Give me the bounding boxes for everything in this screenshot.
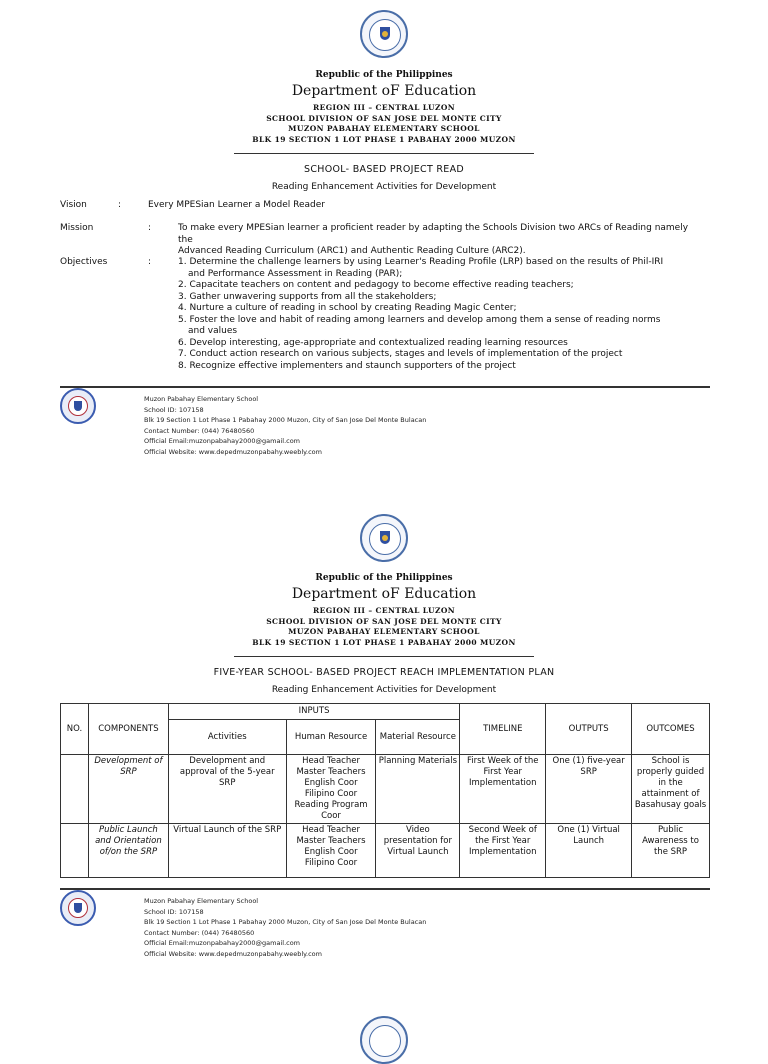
header-timeline: TIMELINE [460, 704, 546, 755]
region-line: REGION III – CENTRAL LUZON [312, 103, 456, 112]
school-seal-logo [60, 890, 96, 926]
header-outputs: OUTPUTS [546, 704, 632, 755]
cell-material-resource: Video presentation for Virtual Launch [376, 824, 460, 878]
school-line: MUZON PABAHAY ELEMENTARY SCHOOL [288, 627, 480, 636]
header-human-resource: Human Resource [286, 720, 376, 755]
footer-contact-number: Contact Number: (044) 76480560 [144, 426, 255, 435]
objective-item: 3. Gather unwavering supports from all the stakeholders; [178, 291, 437, 302]
footer-website: Official Website: www.depedmuzonpabahy.weebly.com [144, 949, 322, 958]
division-line: SCHOOL DIVISION OF SAN JOSE DEL MONTE CITY [266, 113, 502, 123]
address-line: BLK 19 SECTION 1 LOT PHASE 1 PABAHAY 2000 MUZON [252, 637, 516, 647]
page-subtitle: Reading Enhancement Activities for Development [271, 182, 497, 192]
cell-timeline: Second Week of the First Year Implementation [460, 824, 546, 878]
vision-text: Every MPESian Learner a Model Reader [148, 200, 325, 210]
mission-text [178, 223, 698, 258]
header-components: COMPONENTS [88, 704, 168, 755]
mission-label: Mission [60, 223, 94, 233]
address-line: BLK 19 SECTION 1 LOT PHASE 1 PABAHAY 2000 MUZON [252, 134, 516, 144]
division-line: SCHOOL DIVISION OF SAN JOSE DEL MONTE CITY [266, 616, 502, 626]
objective-item: 1. Determine the challenge learners by using Learner's Reading Profile (LRP) based on the results of Phil-IRI and Performance Assessment in Reading (PAR); [178, 257, 664, 279]
footer-divider [60, 386, 710, 388]
header-divider [234, 153, 534, 154]
cell-outputs: One (1) five-year SRP [546, 755, 632, 824]
cell-component: Development of SRP [88, 755, 168, 824]
header-material-resource: Material Resource [376, 720, 460, 755]
footer-contact [144, 896, 426, 960]
footer-school-name: Muzon Pabahay Elementary School [144, 395, 259, 403]
footer-address: Blk 19 Section 1 Lot Phase 1 Pabahay 2000 Muzon, City of San Jose Del Monte Bulacan [144, 416, 427, 425]
cell-component: Public Launch and Orientation of/on the SRP [88, 824, 168, 878]
cell-human-resource: Head Teacher Master Teachers English Coor Filipino Coor Reading Program Coor [286, 755, 376, 824]
deped-seal-logo [360, 1016, 408, 1064]
header-divider [234, 656, 534, 657]
objectives-list [178, 257, 678, 372]
department-title: Department oF Education [291, 83, 477, 99]
objective-item: 5. Foster the love and habit of reading among learners and develop among them a sense of reading norms and values [178, 314, 661, 336]
plan-subtitle: Reading Enhancement Activities for Development [271, 685, 497, 695]
page-title: SCHOOL- BASED PROJECT READ [303, 164, 464, 175]
cell-activities: Development and approval of the 5-year SRP [168, 755, 286, 824]
cell-outputs: One (1) Virtual Launch [546, 824, 632, 878]
footer-school-id: School ID: 107158 [144, 405, 204, 414]
region-block [0, 103, 768, 145]
footer-email: Official Email:muzonpabahay2000@gamail.com [144, 939, 301, 948]
table-header-row [61, 704, 710, 720]
republic-line: Republic of the Philippines [315, 573, 453, 583]
mission-colon: : [148, 223, 152, 233]
cell-timeline: First Week of the First Year Implementation [460, 755, 546, 824]
objectives-colon: : [148, 257, 152, 267]
header-no: NO. [61, 704, 89, 755]
footer-divider [60, 888, 710, 890]
objective-item: 7. Conduct action research on various subjects, stages and levels of implementation of the project [178, 349, 623, 359]
objectives-label: Objectives [60, 257, 108, 267]
cell-outcomes: Public Awareness to the SRP [632, 824, 710, 878]
school-line: MUZON PABAHAY ELEMENTARY SCHOOL [288, 124, 480, 133]
region-line: REGION III – CENTRAL LUZON [312, 606, 456, 615]
table-row [61, 824, 710, 878]
footer-website: Official Website: www.depedmuzonpabahy.weebly.com [144, 447, 322, 456]
school-seal-logo [60, 388, 96, 424]
deped-seal-logo [360, 514, 408, 562]
deped-seal-logo [360, 10, 408, 58]
vision-label: Vision [60, 200, 87, 210]
cell-outcomes: School is properly guided in the attainment of Basahusay goals [632, 755, 710, 824]
footer-school-name: Muzon Pabahay Elementary School [144, 897, 259, 905]
cell-no [61, 824, 89, 878]
republic-line: Republic of the Philippines [315, 70, 453, 80]
footer-school-id: School ID: 107158 [144, 907, 204, 916]
header-inputs: INPUTS [168, 704, 459, 720]
cell-human-resource: Head Teacher Master Teachers English Coor Filipino Coor [286, 824, 376, 878]
table-row [61, 755, 710, 824]
mission-line-2: Advanced Reading Curriculum (ARC1) and Authentic Reading Culture (ARC2). [178, 246, 526, 256]
region-block [0, 606, 768, 648]
objective-item: 2. Capacitate teachers on content and pedagogy to become effective reading teachers; [178, 280, 574, 290]
footer-contact [144, 394, 426, 458]
plan-title: FIVE-YEAR SCHOOL- BASED PROJECT REACH IMPLEMENTATION PLAN [213, 667, 555, 678]
cell-activities: Virtual Launch of the SRP [168, 824, 286, 878]
objective-item: 4. Nurture a culture of reading in school by creating Reading Magic Center; [178, 303, 517, 313]
department-title: Department oF Education [291, 586, 477, 602]
footer-email: Official Email:muzonpabahay2000@gamail.com [144, 437, 301, 446]
footer-contact-number: Contact Number: (044) 76480560 [144, 928, 255, 937]
objective-item: 8. Recognize effective implementers and staunch supporters of the project [178, 360, 516, 371]
vision-colon: : [118, 200, 122, 210]
objective-item: 6. Develop interesting, age-appropriate and contextualized reading learning resources [178, 337, 568, 348]
mission-line-1: To make every MPESian learner a proficient reader by adapting the Schools Division two ARCs of Reading namely the [178, 223, 689, 245]
header-activities: Activities [168, 720, 286, 755]
header-outcomes: OUTCOMES [632, 704, 710, 755]
implementation-plan-table [60, 703, 710, 878]
cell-material-resource: Planning Materials [376, 755, 460, 824]
cell-no [61, 755, 89, 824]
footer-address: Blk 19 Section 1 Lot Phase 1 Pabahay 2000 Muzon, City of San Jose Del Monte Bulacan [144, 918, 427, 927]
